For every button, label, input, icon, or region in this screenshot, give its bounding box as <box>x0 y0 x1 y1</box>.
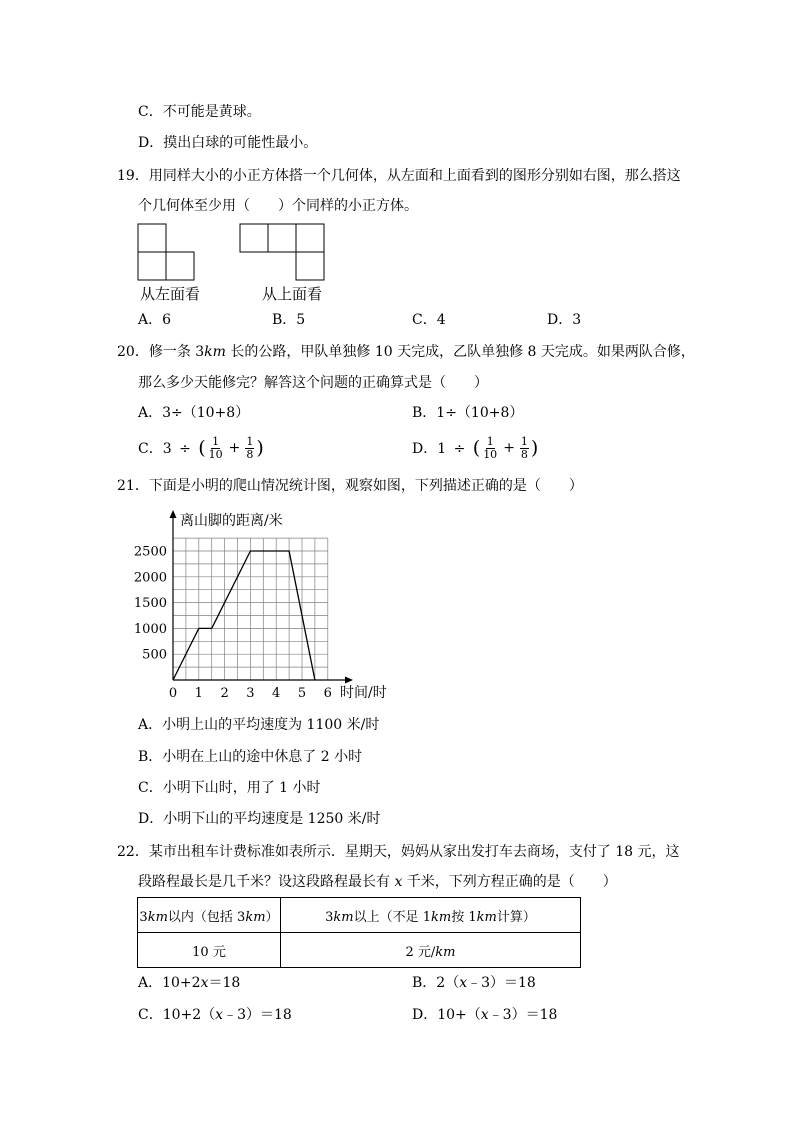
q22-stem-text: 千米，下列方程正确的是（ ） <box>402 874 617 890</box>
open-paren: ( <box>198 437 206 459</box>
left-view-caption: 从左面看 <box>140 285 201 303</box>
q22-stem-text: 段路程最长是几千米？设这段路程最长有 <box>138 874 395 890</box>
y-axis-arrow-icon <box>170 510 177 518</box>
q20-option-a: A．3÷（10+8） <box>138 405 250 421</box>
q22-option-d <box>412 1005 557 1025</box>
variable-x: x <box>200 975 209 991</box>
plus-operator: + <box>228 440 241 456</box>
unit-km: km <box>476 909 497 925</box>
q20-stem-text: 长的公路，甲队单独修 10 天完成，乙队单独修 8 天完成。如果两队合修， <box>225 344 695 360</box>
top-view-square <box>296 252 324 280</box>
cell-text: 计算） <box>496 909 536 925</box>
q20-option-c <box>138 435 264 461</box>
cell-text: 2 元/ <box>405 944 436 960</box>
q20-option-b: B．1÷（10+8） <box>412 405 524 421</box>
q19-option-b: B．5 <box>272 312 306 328</box>
x-tick-label: 1 <box>194 686 203 701</box>
unit-km: km <box>431 909 452 925</box>
fraction-numerator: 1 <box>520 434 528 448</box>
table-cell-over-3km <box>281 898 581 933</box>
fraction <box>208 436 224 461</box>
y-tick-label: 1000 <box>133 621 167 637</box>
fraction <box>482 436 498 461</box>
q21-option-b: B．小明在上山的途中休息了 2 小时 <box>138 749 363 765</box>
close-paren: ) <box>256 437 264 459</box>
y-axis-label: 离山脚的距离/米 <box>180 513 283 529</box>
q21-option-d: D．小明下山的平均速度是 1250 米/时 <box>138 811 381 827</box>
x-tick-label: 2 <box>220 686 229 701</box>
q19-option-c: C．4 <box>412 312 446 328</box>
q20-stem-line2: 那么多少天能修完？解答这个问题的正确算式是（ ） <box>138 375 488 391</box>
q19-stem-line1: 19．用同样大小的小正方体搭一个几何体，从左面和上面看到的图形分别如右图，那么搭这 <box>117 168 681 184</box>
q19-view-figures <box>130 218 330 286</box>
cell-text: ） <box>265 909 279 925</box>
fraction-denominator: 10 <box>483 447 498 461</box>
top-view-square <box>240 224 268 252</box>
fraction-denominator: 8 <box>520 447 528 461</box>
taxi-fare-table <box>137 897 581 968</box>
q20-stem-line1 <box>117 342 695 362</box>
y-tick-label: 2500 <box>133 544 167 560</box>
top-view-square <box>296 224 324 252</box>
option-text: ﹣3）＝18 <box>467 975 536 991</box>
y-tick-label: 500 <box>142 647 167 663</box>
q18-option-d: D．摸出白球的可能性最小。 <box>138 135 318 151</box>
top-view-square <box>268 224 296 252</box>
x-tick-label: 0 <box>168 686 178 701</box>
fraction <box>520 436 529 461</box>
cell-text: 10 元 <box>192 944 226 960</box>
option-text: ＝18 <box>208 975 241 991</box>
option-text: D．10+（ <box>412 1007 481 1023</box>
cell-text: 3 <box>139 909 148 925</box>
fraction <box>245 436 254 461</box>
option-text: B．2（ <box>412 975 460 991</box>
left-view-square <box>138 224 166 252</box>
table-cell-per-km-fare <box>281 933 581 968</box>
option-text: C．10+2（ <box>138 1007 216 1023</box>
cell-text: 3 <box>325 909 334 925</box>
variable-x: x <box>480 1007 489 1023</box>
table-cell-base-fare <box>138 933 281 968</box>
left-view-square <box>138 252 166 280</box>
unit-km: km <box>245 909 266 925</box>
q19-option-d: D．3 <box>547 312 582 328</box>
q22-stem-line1: 22．某市出租车计费标准如表所示．星期天，妈妈从家出发打车去商场，支付了 18 元，这 <box>117 844 680 860</box>
left-view-square <box>166 252 194 280</box>
option-prefix: D．1 ÷ <box>412 441 473 457</box>
unit-km: km <box>147 909 168 925</box>
table-header-row <box>138 898 581 933</box>
unit-km: km <box>333 909 354 925</box>
x-tick-label: 4 <box>272 686 281 701</box>
fraction-denominator: 8 <box>246 447 254 461</box>
option-text: A．10+2 <box>138 975 201 991</box>
q20-stem-text: 20．修一条 3 <box>117 344 205 360</box>
y-tick-label: 2000 <box>133 570 167 586</box>
open-paren: ( <box>472 437 481 459</box>
option-prefix: C．3 ÷ <box>138 441 199 457</box>
x-axis-label: 时间/时 <box>340 685 387 701</box>
q18-option-c: C．不可能是黄球。 <box>138 104 261 120</box>
top-view-figure <box>240 224 324 280</box>
y-tick-label: 1500 <box>133 596 167 612</box>
variable-x: x <box>215 1007 224 1023</box>
x-tick-label: 6 <box>323 686 332 701</box>
close-paren: ) <box>530 437 539 459</box>
q22-stem-line2 <box>138 872 617 892</box>
chart-axes <box>170 510 354 684</box>
q20-option-d <box>412 435 538 461</box>
table-row <box>138 933 581 968</box>
q19-stem-line2: 个几何体至少用（ ）个同样的小正方体。 <box>138 198 418 214</box>
x-tick-label: 5 <box>297 686 307 701</box>
x-tick-label: 3 <box>246 686 255 701</box>
variable-x: x <box>459 975 468 991</box>
chart-grid <box>173 538 328 680</box>
q22-option-b <box>412 973 536 993</box>
q22-option-c <box>138 1005 292 1025</box>
q22-option-a <box>138 973 240 993</box>
option-text: ﹣3）＝18 <box>488 1007 558 1023</box>
cell-text: 按 1 <box>451 909 477 925</box>
plus-operator: + <box>503 440 515 456</box>
q21-option-a: A．小明上山的平均速度为 1100 米/时 <box>138 717 380 733</box>
cell-text: 以内（包括 3 <box>167 909 246 925</box>
table-cell-within-3km <box>138 898 281 933</box>
fraction-numerator: 1 <box>486 434 494 448</box>
q21-option-c: C．小明下山时，用了 1 小时 <box>138 780 321 796</box>
variable-x: x <box>394 874 403 890</box>
y-tick-labels <box>134 545 167 663</box>
left-view-figure <box>138 224 194 280</box>
option-text: ﹣3）＝18 <box>223 1007 292 1023</box>
x-tick-labels <box>169 686 332 701</box>
fraction-numerator: 1 <box>212 434 220 448</box>
unit-km: km <box>435 944 456 960</box>
q19-option-a: A．6 <box>138 312 172 328</box>
cell-text: 以上（不足 1 <box>353 909 432 925</box>
q21-stem: 21．下面是小明的爬山情况统计图，观察如图，下列描述正确的是（ ） <box>117 478 583 494</box>
top-view-caption: 从上面看 <box>262 285 323 303</box>
fraction-numerator: 1 <box>246 434 254 448</box>
x-axis-arrow-icon <box>345 677 353 684</box>
fraction-denominator: 10 <box>208 447 223 461</box>
unit-km: km <box>204 344 226 360</box>
climbing-distance-chart <box>120 505 400 705</box>
